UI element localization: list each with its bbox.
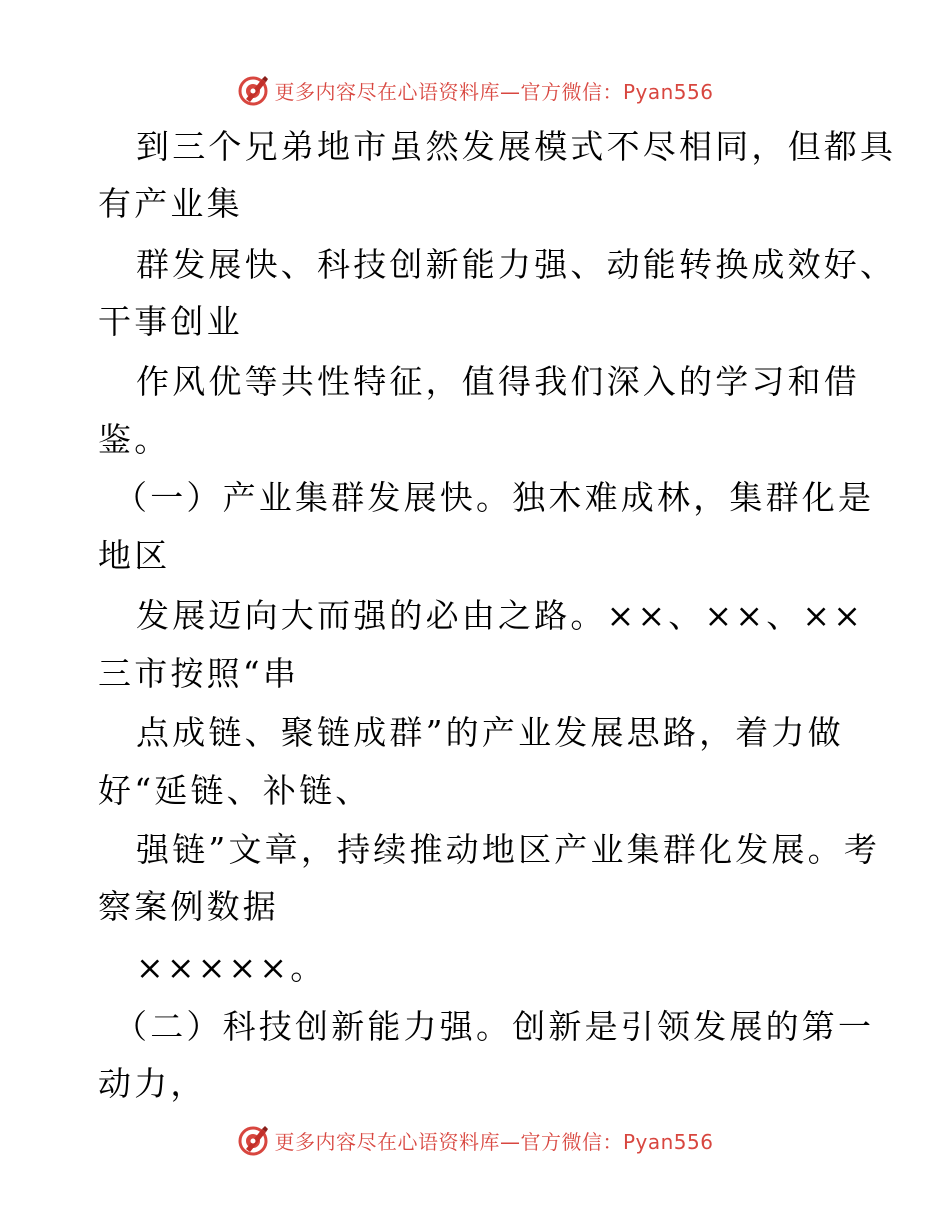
body-line: 点成链、聚链成群”的产业发展思路，着力做 [136, 713, 844, 752]
body-line: 到三个兄弟地市虽然发展模式不尽相同，但都具 [136, 127, 897, 166]
body-line: 强链”文章，持续推动地区产业集群化发展。考 [136, 830, 881, 869]
footer-banner-text: 更多内容尽在心语资料库—官方微信：Pyan556 [274, 1129, 714, 1154]
body-line: 群发展快、科技创新能力强、动能转换成效好、 [136, 245, 897, 284]
body-line: 作风优等共性特征，值得我们深入的学习和借 [136, 362, 860, 401]
body-line: 发展迈向大而强的必由之路。××、××、×× [136, 596, 865, 635]
header-banner-text: 更多内容尽在心语资料库—官方微信：Pyan556 [274, 79, 714, 104]
body-line: 察案例数据 [98, 887, 279, 926]
body-line: 好“延链、补链、 [98, 771, 372, 810]
body-line: ×××××。 [136, 948, 327, 987]
pen-logo-icon [236, 1123, 270, 1157]
body-line: （二）科技创新能力强。创新是引领发展的第一 [114, 1007, 875, 1046]
body-line: 鉴。 [98, 420, 171, 459]
body-line: 动力， [98, 1064, 207, 1103]
body-line: 干事创业 [98, 302, 243, 341]
footer-banner [0, 1120, 950, 1160]
body-line: 三市按照“串 [98, 654, 300, 693]
body-line: （一）产业集群发展快。独木难成林，集群化是 [114, 478, 875, 517]
body-line: 地区 [98, 536, 171, 575]
body-line: 有产业集 [98, 184, 243, 223]
